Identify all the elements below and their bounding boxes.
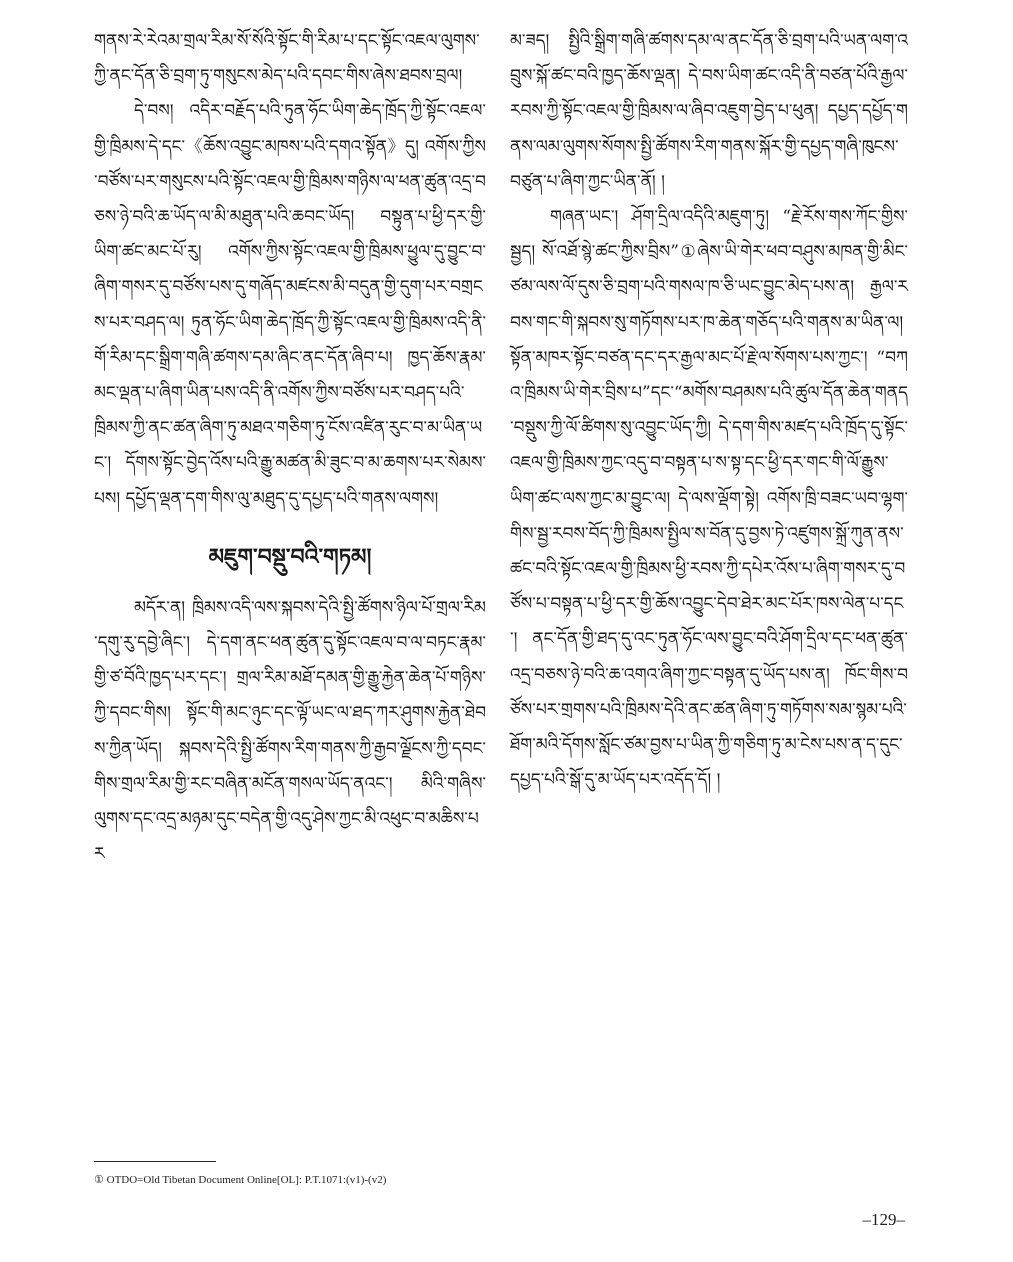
section-heading: མཇུག་བསྡུ་བའི་གཏམ།	[208, 543, 372, 570]
paragraph-body: དེ་བས། འདིར་བརྗོད་པའི་ཏུན་ཧོང་ཡིག་ཆེད་ཁྲོད་ཀྱི་སྟོང་འཇལ་གྱི་ཁྲིམས་དེ་དང་《ཆོས་འབྱུང་མཁས་པའི་དགའ་སྟོན》དུ། འགོས་ཀྱིས་བཙོས་པར་གསུངས་པའི་སྟོང་འཇལ་གྱི་ཁྲིམས་གཉིས་ལ་ཕན་ཚུན་འདྲ་བཅས་ཉེ་བའི་ཆ་ཡོད་ལ་མི་མཐུན་པའི་ཆབང་ཡོད། བསྟུན་པ་ཕྱི་དར་གྱི་ཡིག་ཚང་མང་པོ་རུ། འགོས་ཀྱིས་སྟོང་འཇལ་གྱི་ཁྲིམས་ཕྱུལ་དུ་བྱུང་བ་ཞིག་གསར་དུ་བཙོས་པས་དུ་གཞོད་མཛངས་མི་བདུན་གྱི་དུག་པར་བགྲངས་པར་བཤད་ལ། ཏུན་ཧོང་ཡིག་ཆེད་ཁྲོད་ཀྱི་སྟོང་འཇལ་གྱི་ཁྲིམས་འདི་ནི་གོ་རིམ་དང་སྒྲིག་གཞི་ཚགས་དམ་ཞིང་ནང་དོན་ཞིབ་པ། ཁྱད་ཆོས་རྣམ་མང་ལྡན་པ་ཞིག་ཡིན་པས་འདི་ནི་འགོས་ཀྱིས་བཙོས་པར་བཤད་པའི་ཁྲིམས་ཀྱི་ནང་ཚན་ཞིག་ཏུ་མཐའ་གཅིག་ཏུ་ངོས་འཛིན་རུང་བ་མ་ཡིན་ཡང་། དོགས་སྟོང་བྱེད་འོས་པའི་རྒྱུ་མཚན་མི་ཟུང་བ་མ་ཆགས་པར་སེམས་པས། དཔྱོད་ལྡན་དག་གིས་ལུ་མཐུད་དུ་དཔྱད་པའི་གནས་ལགས།	[94, 101, 486, 509]
left-column	[94, 24, 486, 872]
paragraph-continuation: གནས་རེ་རེའམ་གྲལ་རིམ་སོ་སོའི་སྟོང་གི་རིམ་པ་དང་སྟོང་འཇལ་ལུགས་ཀྱི་ནང་དོན་ཅི་བྲག་ཏུ་གསུངས་མེད་པའི་དབང་གིས་ཞེས་ཐབས་བྲལ།	[94, 31, 480, 87]
paragraph-continuation-right: མ་ཟད། སྤྱིའི་སྒྲིག་གཞི་ཚགས་དམ་ལ་ནང་དོན་ཅི་བྲག་པའི་ཡན་ལག་འབྲུས་སྐོ་ཚང་བའི་ཁྱད་ཆོས་ལྡན། དེ་བས་ཡིག་ཚང་འདི་ནི་བཙན་པོའི་རྒྱལ་རབས་ཀྱི་སྟོང་འཇལ་གྱི་ཁྲིམས་ལ་ཞིབ་འཇུག་བྱེད་པ་ཕུན། དཔྱད་དཔྱོད་གནས་ལམ་ལུགས་སོགས་སྤྱི་ཚོགས་རིག་གནས་སྐོར་གྱི་དཔྱད་གཞི་ཁུངས་བཙུན་པ་ཞིག་ཀྱང་ཡིན་ནོ། །	[510, 31, 908, 192]
footnote	[94, 1173, 386, 1186]
footnote-marker: ①	[94, 1174, 104, 1186]
paragraph-conclusion: མདོར་ན། ཁྲིམས་འདི་ལས་སྐབས་དེའི་སྤྱི་ཚོགས་ཉིལ་པོ་གྲལ་རིམ་དགུ་རུ་དབྱེ་ཞིང་། དེ་དག་ནང་ཕན་ཚུན་དུ་སྟོང་འཇལ་བ་ལ་བཏང་རྣམ་གྱི་ཙ་བོའི་ཁྱད་པར་དང་། གྲལ་རིམ་མཐོ་དམན་གྱི་རྒྱུ་རྐྱེན་ཆེན་པོ་གཉིས་ཀྱི་དབང་གིས། སྟོང་གི་མང་ཉུང་དང་ལྟོ་ཡང་ལ་ཐད་ཀར་ཤུགས་རྐྱེན་ཐེབས་ཀྱིན་ཡོད། སྐབས་དེའི་སྤྱི་ཚོགས་རིག་གནས་ཀྱི་རྒྱབ་ལྗོངས་ཀྱི་དབང་གིས་གྲལ་རིམ་གྱི་རང་བཞིན་མངོན་གསལ་ཡོད་ནའང་། མིའི་གཞིས་ལུགས་དང་འདྲ་མཉམ་དུང་བདེན་གྱི་འདུ་ཤེས་ཀྱང་མི་འཕུང་བ་མཆིས་པར	[94, 597, 486, 865]
footnote-divider	[94, 1161, 216, 1162]
page-number: –129–	[862, 1210, 905, 1229]
footnote-text: OTDO=Old Tibetan Document Online[OL]: P.T.1071:(v1)-(v2)	[106, 1174, 387, 1186]
right-column	[510, 24, 908, 798]
paragraph-body-right: གཞན་ཡང་། ཤོག་དྲིལ་འདིའི་མཇུག་ཏུ། “རྗེ་རོས་གས་ཀོང་གྱིས་སྦྱད། སོ་འཐོ་སྙེ་ཚང་ཀྱིས་བྲིས”①ཞེས་ཡི་གེར་ཕབ་བཤུས་མཁན་གྱི་མིང་ཙམ་ལས་ལོ་དུས་ཅི་བྲག་པའི་གསལ་ཁ་ཅི་ཡང་བྱུང་མེད་པས་ན། རྒྱལ་རབས་གང་གི་སྐབས་སུ་གཏོགས་པར་ཁ་ཆེན་གཅོད་པའི་གནས་མ་ཡིན་ལ། སྟོན་མཁར་སྟོང་བཙན་དང་དར་རྒྱལ་མང་པོ་རྗེ་ལ་སོགས་པས་ཀྱང་། “བཀའ་ཁྲིམས་ཡི་གེར་བྲིས་པ”དང་“མགོས་བཤམས་པའི་ཚུལ་དོན་ཆེན་གནད་བསྡུས་ཀྱི་ལོ་ཚིགས་སུ་འབྱུང་ཡོད་ཀྱི། དེ་དག་གིས་མཛད་པའི་ཁྲོད་དུ་སྟོང་འཇལ་གྱི་ཁྲིམས་ཀྱང་འདུ་བ་བསྟན་པ་ས་སྟ་དང་ཕྱི་དར་གང་གི་ལོ་རྒྱུས་ཡིག་ཚང་ལས་ཀྱང་མ་བྱུང་ལ། དེ་ལས་ལྡོག་སྟེ། འགོས་ཁྲི་བཟང་ཡབ་ལྷག་གིས་སྦྱ་རབས་བོད་ཀྱི་ཁྲིམས་སྤྱིལ་ས་བོན་དུ་བྱས་ཏེ་འཛུགས་སྐྲོ་ཀུན་ནས་ཚང་བའི་སྟོང་འཇལ་གྱི་ཁྲིམས་ཕྱི་རབས་ཀྱི་དཔེར་འོས་པ་ཞིག་གསར་དུ་བཙོས་པ་བསྟན་པ་ཕྱི་དར་གྱི་ཆོས་འབྱུང་དེབ་ཐེར་མང་པོར་ཁས་ལེན་པ་དང་། ནང་དོན་གྱི་ཐད་དུ་འང་ཏུན་ཧོང་ལས་བྱུང་བའི་ཤོག་དྲིལ་དང་ཕན་ཚུན་འདྲ་བཅས་ཉེ་བའི་ཆ་འགའ་ཞིག་ཀྱང་བསྟན་དུ་ཡོད་པས་ན། ཁོང་གིས་བཙོས་པར་གྲགས་པའི་ཁྲིམས་དེའི་ནང་ཚན་ཞིག་ཏུ་གཏོགས་སམ་སྙམ་པའི་ཐོག་མའི་དོགས་སློང་ཙམ་བྱས་པ་ཡིན་ཀྱི་གཅིག་ཏུ་མ་ངེས་པས་ན་ད་དུང་དཔྱད་པའི་སྒོ་དུ་མ་ཡོད་པར་འདོད་དོ། །	[510, 207, 908, 791]
